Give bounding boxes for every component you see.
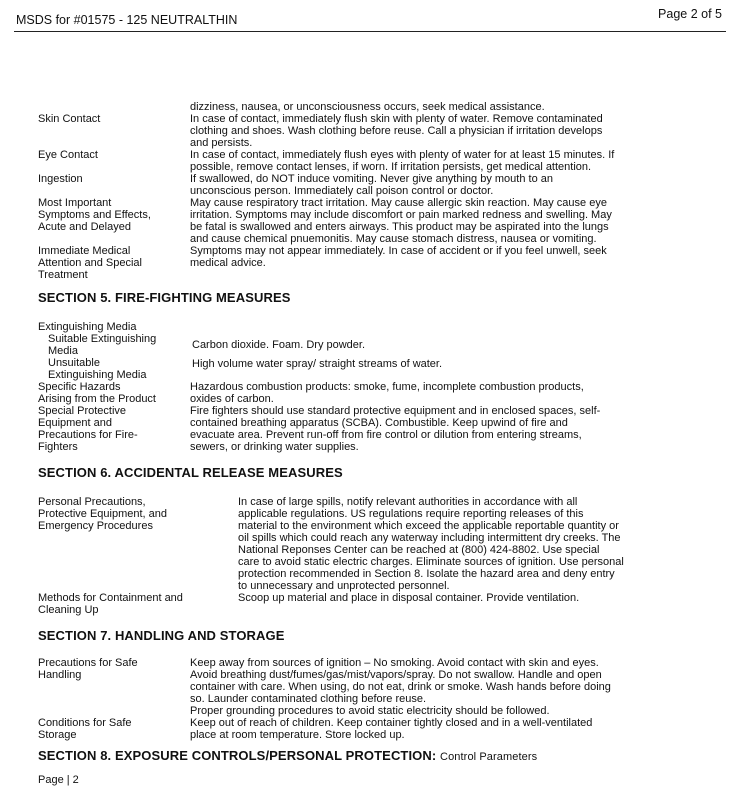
unsuitable-media-label: Unsuitable Extinguishing Media — [48, 357, 147, 381]
skin-contact-label: Skin Contact — [38, 113, 101, 125]
suitable-media-row — [38, 333, 698, 357]
page-number-header: Page 2 of 5 — [658, 7, 722, 21]
first-aid-continuation-row — [38, 101, 698, 113]
document-title: MSDS for #01575 - 125 NEUTRALTHIN — [16, 13, 238, 27]
section-6-heading: SECTION 6. ACCIDENTAL RELEASE MEASURES — [38, 465, 343, 480]
section-6-block — [38, 496, 698, 616]
symptoms-label: Most Important Symptoms and Effects, Acute and Delayed — [38, 197, 151, 233]
specific-hazards-label: Specific Hazards Arising from the Product — [38, 381, 156, 405]
page-footer: Page | 2 — [38, 774, 79, 786]
personal-precautions-value: In case of large spills, notify relevant authorities in accordance with all applicable regulations. US regulations require reporting releases of this material to the environment which exceed the applicable reportable quantity or oil spills which could reach any waterway including intermittent dry creeks. The National Reponses Center can be reached at (800) 424-8802. Use special care to avoid static electric charges. Eliminate sources of ignition. Use personal protection recommended in Section 8. Isolate the hazard area and deny entry to unnecessary and unprotected personnel. — [238, 496, 624, 592]
safe-storage-label: Conditions for Safe Storage — [38, 717, 132, 741]
safe-storage-value: Keep out of reach of children. Keep container tightly closed and in a well-ventilated place at room temperature. Store locked up. — [190, 717, 593, 741]
section-8-title: SECTION 8. EXPOSURE CONTROLS/PERSONAL PROTECTION: — [38, 748, 437, 763]
ingestion-value: If swallowed, do NOT induce vomiting. Never give anything by mouth to an unconscious person. Immediately call poison control or doctor. — [190, 173, 553, 197]
skin-contact-value: In case of contact, immediately flush skin with plenty of water. Remove contaminated clothing and shoes. Wash clothing before reuse. Call a physician if irritation develops and persists. — [190, 113, 603, 149]
first-aid-block — [38, 101, 698, 281]
section-8-heading — [38, 750, 537, 763]
suitable-media-label: Suitable Extinguishing Media — [48, 333, 157, 357]
unsuitable-media-row — [38, 357, 698, 381]
symptoms-row — [38, 197, 698, 245]
safe-handling-value: Keep away from sources of ignition – No smoking. Avoid contact with skin and eyes. Avoid breathing dust/fumes/gas/mist/vapors/spray. Do not swallow. Handle and open container with care. When using, do not eat, drink or smoke. Wash hands before doing so. Launder contaminated clothing before reuse. Proper grounding procedures to avoid static electricity should be followed. — [190, 657, 611, 717]
personal-precautions-row — [38, 496, 698, 592]
header-rule — [14, 31, 726, 32]
unsuitable-media-value: High volume water spray/ straight streams of water. — [192, 358, 443, 370]
immediate-medical-label: Immediate Medical Attention and Special Treatment — [38, 245, 142, 281]
eye-contact-label: Eye Contact — [38, 149, 98, 161]
section-5-block — [38, 321, 698, 453]
specific-hazards-row — [38, 381, 698, 405]
containment-value: Scoop up material and place in disposal container. Provide ventilation. — [238, 592, 580, 604]
immediate-medical-row — [38, 245, 698, 281]
eye-contact-row — [38, 149, 698, 173]
symptoms-value: May cause respiratory tract irritation. May cause allergic skin reaction. May cause eye irritation. Symptoms may include discomfort or pain marked redness and swelling. May be fatal is swallowed and enters airways. This product may be aspirated into the lungs and cause chemical pnuemonitis. May cause stomach distress, nausea or vomiting. — [190, 197, 612, 245]
extinguishing-media-label: Extinguishing Media — [38, 321, 137, 333]
eye-contact-value: In case of contact, immediately flush eyes with plenty of water for at least 15 minutes. If possible, remove contact lenses, if worn. If irritation persists, get medical attention. — [190, 149, 615, 173]
section-8-subtitle: Control Parameters — [440, 751, 538, 763]
containment-row — [38, 592, 698, 616]
safe-handling-label: Precautions for Safe Handling — [38, 657, 138, 681]
ingestion-row — [38, 173, 698, 197]
specific-hazards-value: Hazardous combustion products: smoke, fume, incomplete combustion products, oxides of carbon. — [190, 381, 584, 405]
immediate-medical-value: Symptoms may not appear immediately. In case of accident or if you feel unwell, seek medical advice. — [190, 245, 607, 269]
suitable-media-value: Carbon dioxide. Foam. Dry powder. — [192, 339, 366, 351]
protective-equipment-label: Special Protective Equipment and Precautions for Fire- Fighters — [38, 405, 138, 453]
ingestion-label: Ingestion — [38, 173, 83, 185]
section-5-heading: SECTION 5. FIRE-FIGHTING MEASURES — [38, 290, 291, 305]
section-7-block — [38, 657, 698, 741]
personal-precautions-label: Personal Precautions, Protective Equipment, and Emergency Procedures — [38, 496, 168, 532]
containment-label: Methods for Containment and Cleaning Up — [38, 592, 183, 616]
safe-handling-row — [38, 657, 698, 717]
first-aid-continuation: dizziness, nausea, or unconsciousness occurs, seek medical assistance. — [190, 101, 545, 113]
protective-equipment-value: Fire fighters should use standard protective equipment and in enclosed spaces, self- contained breathing apparatus (SCBA). Combustible. Keep upwind of fire and evacuate area. Prevent run-off from fire control or dilution from entering streams, sewers, or drinking water supplies. — [190, 405, 601, 453]
safe-storage-row — [38, 717, 698, 741]
protective-equipment-row — [38, 405, 698, 453]
section-7-heading: SECTION 7. HANDLING AND STORAGE — [38, 628, 285, 643]
skin-contact-row — [38, 113, 698, 149]
